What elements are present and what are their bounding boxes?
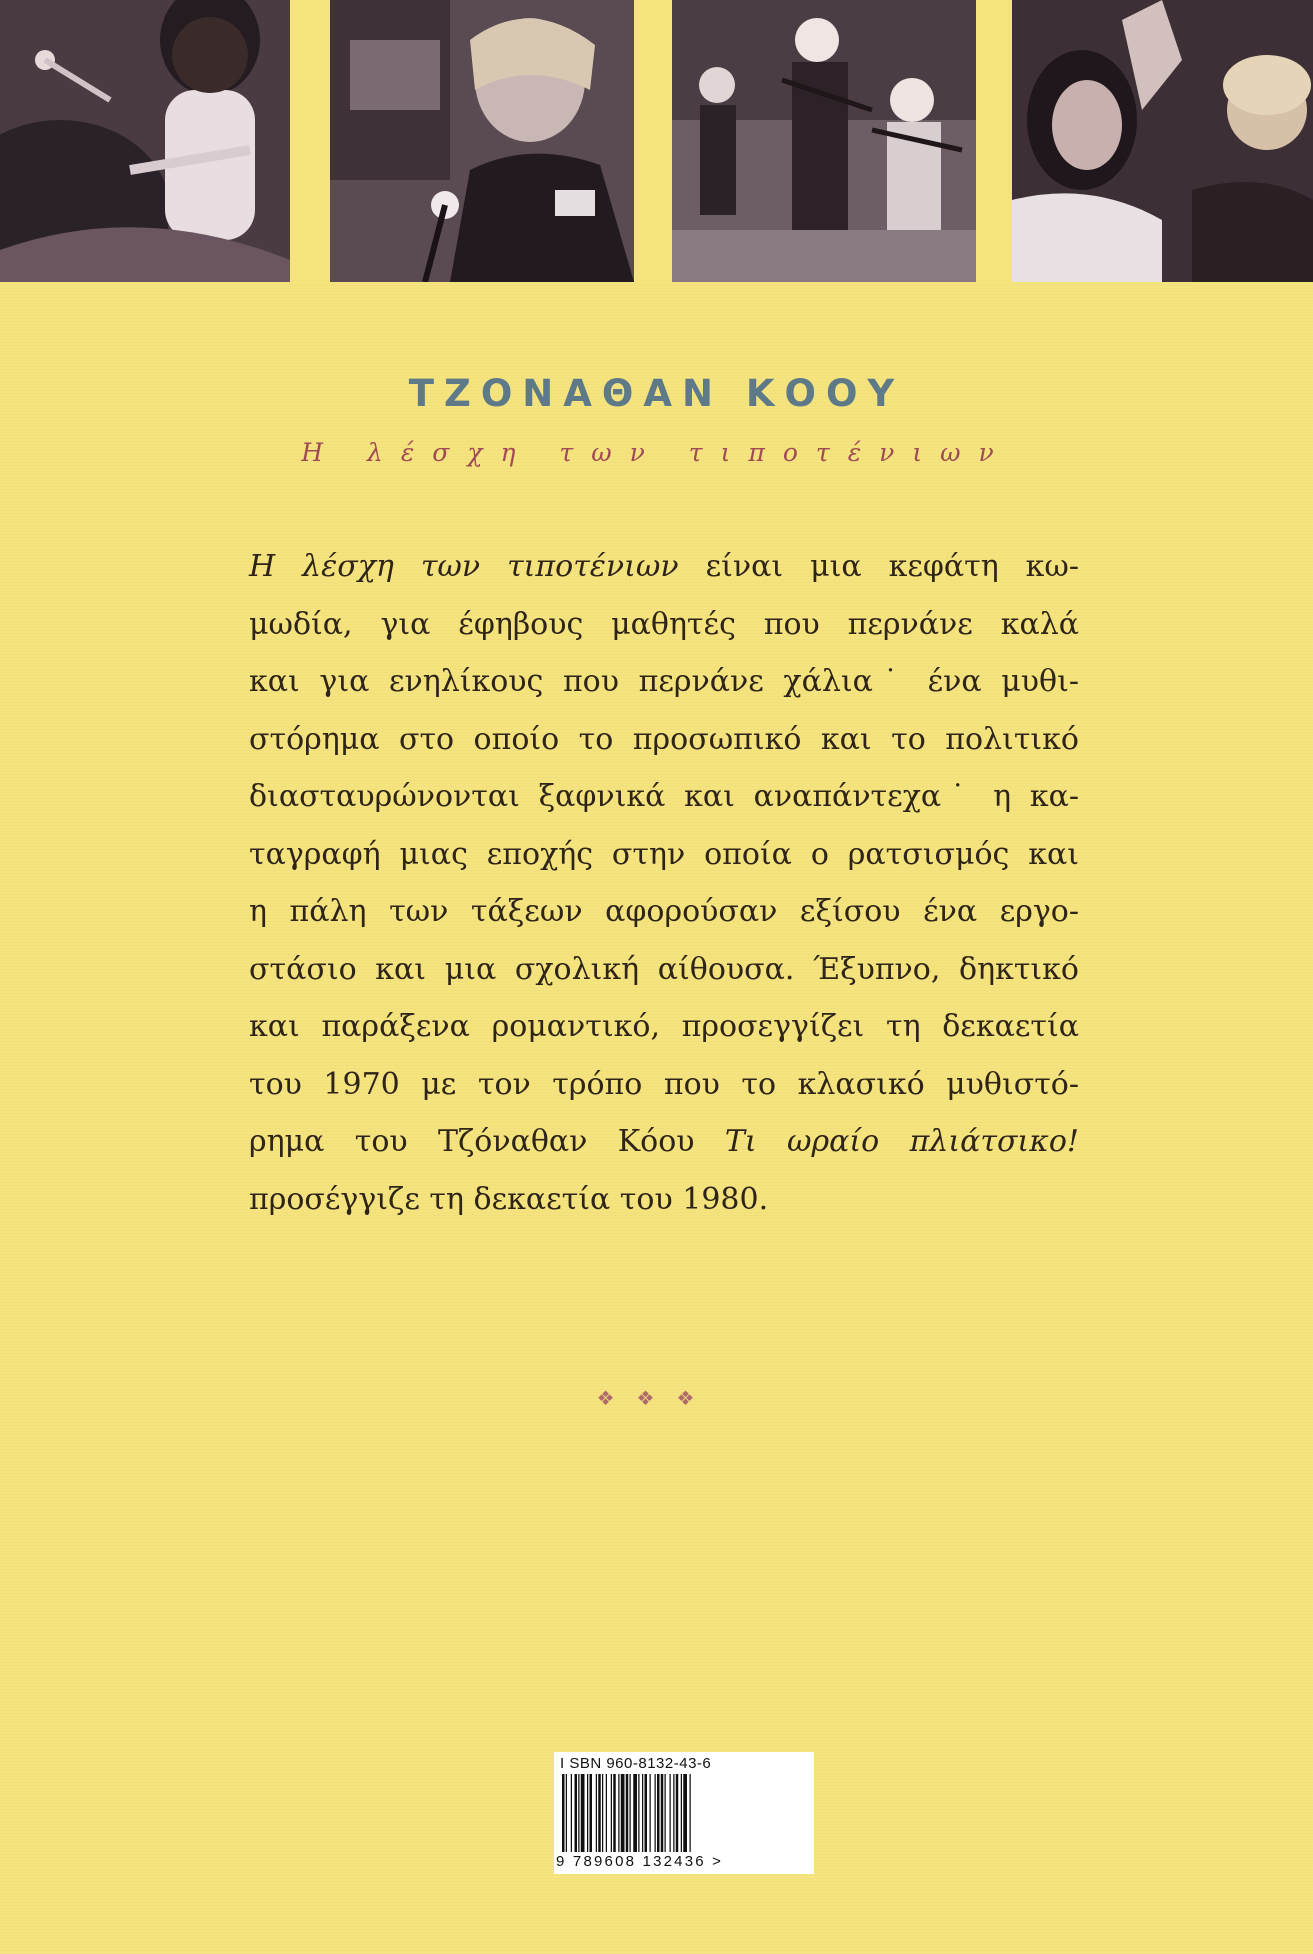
barcode-bar [690, 1774, 691, 1852]
barcode-bar [596, 1774, 597, 1852]
barcode-bar [587, 1774, 588, 1852]
photo-crowd-cheering [1012, 0, 1313, 282]
ornament-divider: ❖❖❖ [596, 1386, 717, 1410]
barcode-bar [590, 1774, 593, 1852]
blurb-text [249, 538, 1079, 1228]
blurb-line: και παράξενα ρομαντικό, προσεγγίζει τη δεκαετία [249, 1009, 1079, 1044]
photo-young-man-microphone [330, 0, 634, 282]
barcode-bar [633, 1774, 637, 1852]
barcode-bar [657, 1774, 660, 1852]
photo-children-violinists [672, 0, 976, 282]
barcode-bar [618, 1774, 619, 1852]
author-name: ΤΖΟΝΑΘΑΝ ΚΟΟΥ [408, 372, 905, 415]
blurb-title-italic: Η λέσχη των τιποτένιων [249, 549, 679, 584]
barcode-bar [676, 1774, 679, 1852]
barcode-bar [638, 1774, 639, 1852]
barcode-bar [655, 1774, 656, 1852]
barcode-bar [670, 1774, 671, 1852]
blurb-line: του 1970 με τον τρόπο που το κλασικό μυθιστό- [249, 1066, 1079, 1102]
blurb-line: η πάλη των τάξεων αφορούσαν εξίσου ένα εργο- [249, 894, 1079, 929]
barcode-bar [602, 1774, 603, 1852]
barcode-bar [665, 1774, 666, 1852]
barcode-bar [613, 1774, 616, 1852]
barcode-bar [611, 1774, 612, 1852]
barcode-bar [673, 1774, 674, 1852]
barcode-bar [683, 1774, 687, 1852]
book-title: Η λέσχη των τιποτένιων [301, 438, 1012, 467]
barcode-bar [606, 1774, 607, 1852]
barcode-icon [560, 1774, 808, 1854]
barcode-bar [650, 1774, 651, 1852]
blurb-line: ταγραφή μιας εποχής στην οποία ο ρατσισμός και [249, 836, 1079, 872]
barcode-bar [645, 1774, 648, 1852]
barcode-bar [581, 1774, 585, 1852]
barcode-bar [642, 1774, 643, 1852]
ean-number: 9 789608 132436 > [556, 1853, 724, 1870]
blurb-line: προσέγγιζε τη δεκαετία του 1980. [249, 1181, 769, 1217]
barcode-bar [571, 1774, 572, 1852]
blurb-line: και για ενηλίκους που περνάνε χάλια˙ ένα μυθι- [249, 664, 1079, 699]
barcode-bar [578, 1774, 579, 1852]
barcode-bar [661, 1774, 664, 1852]
photo-child-drummer [0, 0, 290, 282]
barcode-bar [598, 1774, 601, 1852]
barcode-box [554, 1752, 814, 1874]
novel-title-italic: Τι ωραίο πλιάτσικο! [724, 1124, 1079, 1159]
barcode-bar [630, 1774, 631, 1852]
barcode-bar [566, 1774, 567, 1852]
blurb-line: ρημα του Τζόναθαν Κόου Τι ωραίο πλιάτσικο! [249, 1124, 1079, 1159]
photo-strip [0, 0, 1313, 285]
blurb-line: στόρημα στο οποίο το προσωπικό και το πολιτικό [249, 721, 1079, 757]
barcode-bar [562, 1774, 565, 1852]
isbn-number: I SBN 960-8132-43-6 [560, 1755, 712, 1772]
blurb-line: Η λέσχη των τιποτένιων είναι μια κεφάτη κω- [249, 549, 1079, 584]
barcode-bar [621, 1774, 625, 1852]
blurb-line: μωδία, για έφηβους μαθητές που περνάνε καλά [249, 606, 1079, 642]
barcode-bar [626, 1774, 629, 1852]
blurb-line: στάσιο και μια σχολική αίθουσα. Έξυπνο, δηκτικό [249, 951, 1079, 987]
barcode-bar [575, 1774, 578, 1852]
blurb-line: διασταυρώνονται ξαφνικά και αναπάντεχα˙ η κα- [249, 779, 1079, 814]
barcode-bar [681, 1774, 682, 1852]
